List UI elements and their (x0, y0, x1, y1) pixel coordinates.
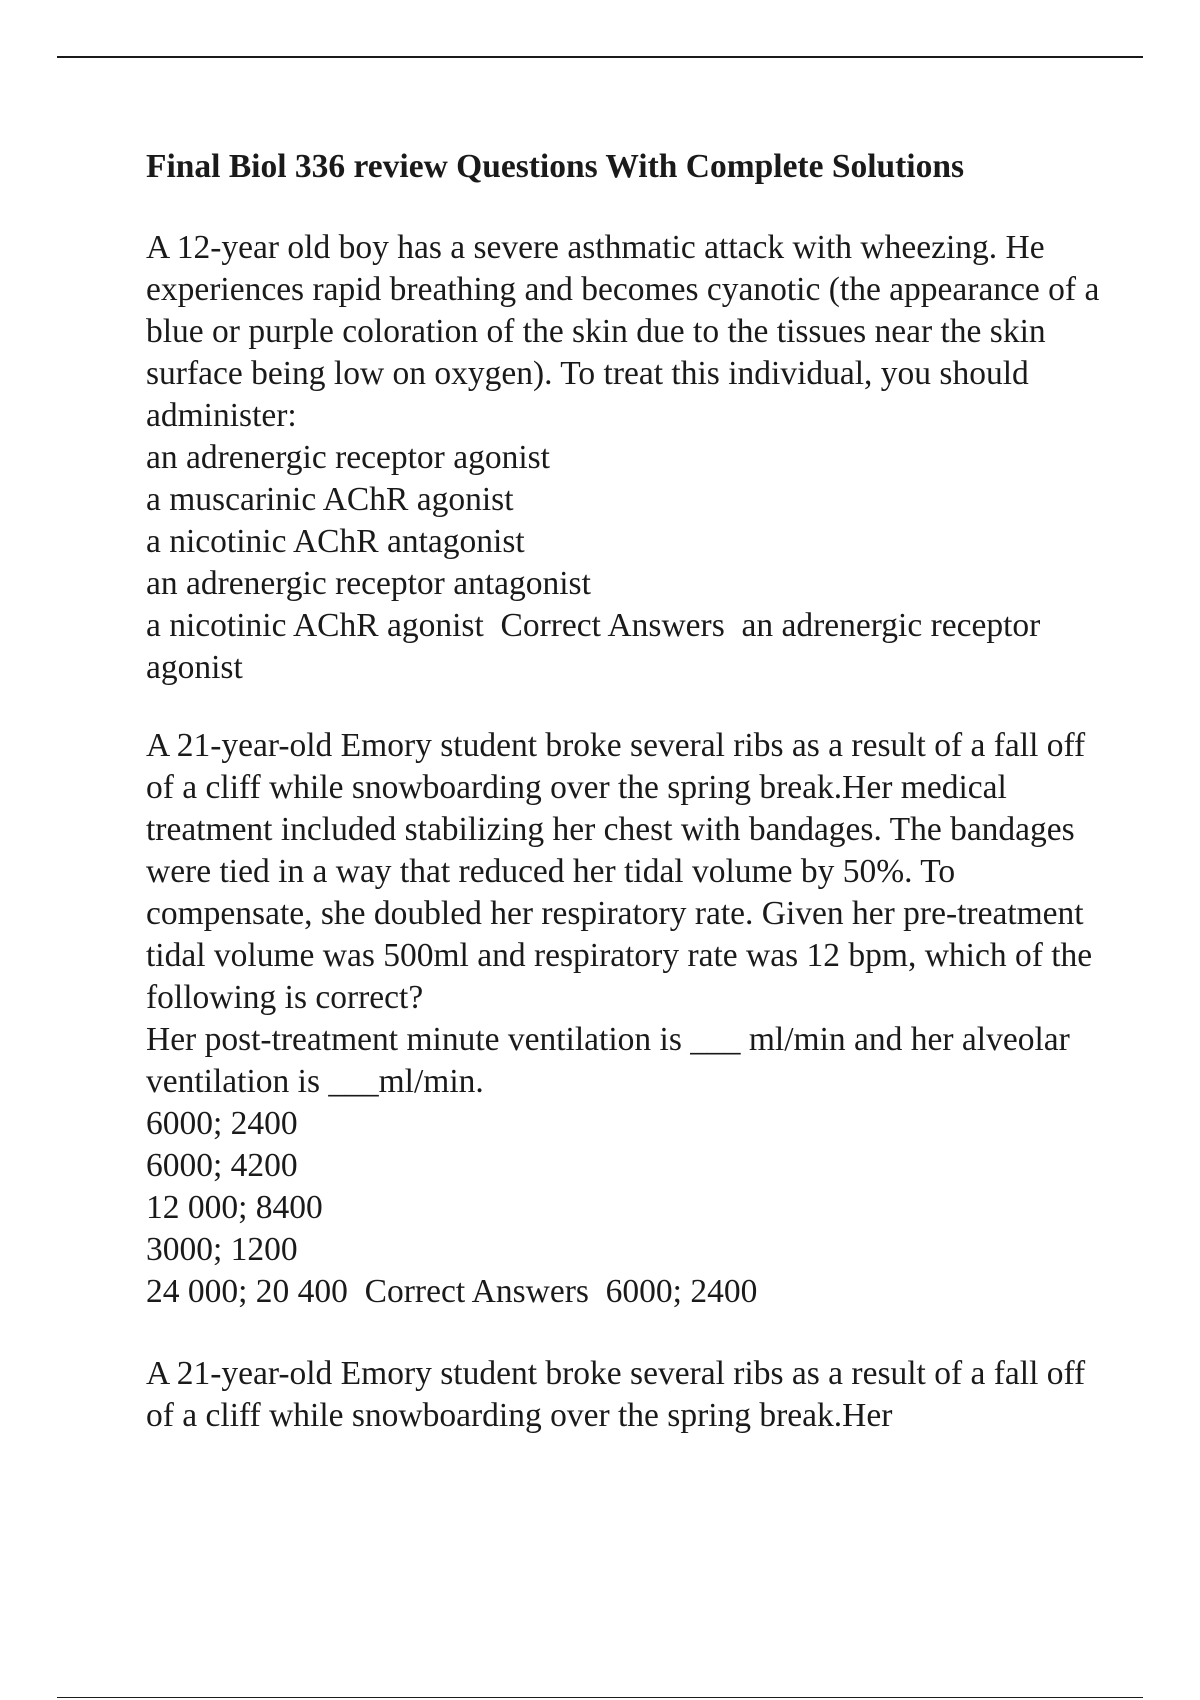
answer-option: 3000; 1200 (146, 1231, 298, 1268)
answer-option: an adrenergic receptor antagonist (146, 565, 591, 602)
answer-option: an adrenergic receptor agonist (146, 439, 550, 476)
question-1 (146, 227, 1106, 689)
last-option-and-correct-answer: a nicotinic AChR agonist Correct Answers an adrenergic receptor agonist (146, 607, 1049, 686)
top-rule (57, 56, 1143, 58)
bottom-rule (57, 1697, 1143, 1698)
document-title: Final Biol 336 review Questions With Complete Solutions (146, 148, 965, 185)
answer-option: 6000; 4200 (146, 1147, 298, 1184)
question-stem: A 21-year-old Emory student broke several ribs as a result of a fall off of a cliff while snowboarding over the spring break.Her medical treatment included stabilizing her chest with bandages. The bandages were tied in a way that reduced her tidal volume by 50%. To compensate, she doubled her respiratory rate. Given her pre-treatment tidal volume was 500ml and respiratory rate was 12 bpm, which of the following is correct? (146, 727, 1093, 1016)
last-option-and-correct-answer: 24 000; 20 400 Correct Answers 6000; 2400 (146, 1273, 758, 1310)
question-stem: A 12-year old boy has a severe asthmatic attack with wheezing. He experiences rapid breathing and becomes cyanotic (the appearance of a blue or purple coloration of the skin due to the tissues near the skin surface being low on oxygen). To treat this individual, you should administer: (146, 229, 1100, 434)
question-prompt: Her post-treatment minute ventilation is ___ ml/min and her alveolar ventilation is ___ml/min. (146, 1021, 1070, 1100)
answer-option: 6000; 2400 (146, 1105, 298, 1142)
page-content (146, 143, 1106, 1437)
question-3 (146, 1353, 1106, 1437)
question-2 (146, 725, 1106, 1313)
question-stem: A 21-year-old Emory student broke several ribs as a result of a fall off of a cliff while snowboarding over the spring break.Her (146, 1355, 1086, 1434)
answer-option: a nicotinic AChR antagonist (146, 523, 525, 560)
answer-option: 12 000; 8400 (146, 1189, 323, 1226)
answer-option: a muscarinic AChR agonist (146, 481, 514, 518)
